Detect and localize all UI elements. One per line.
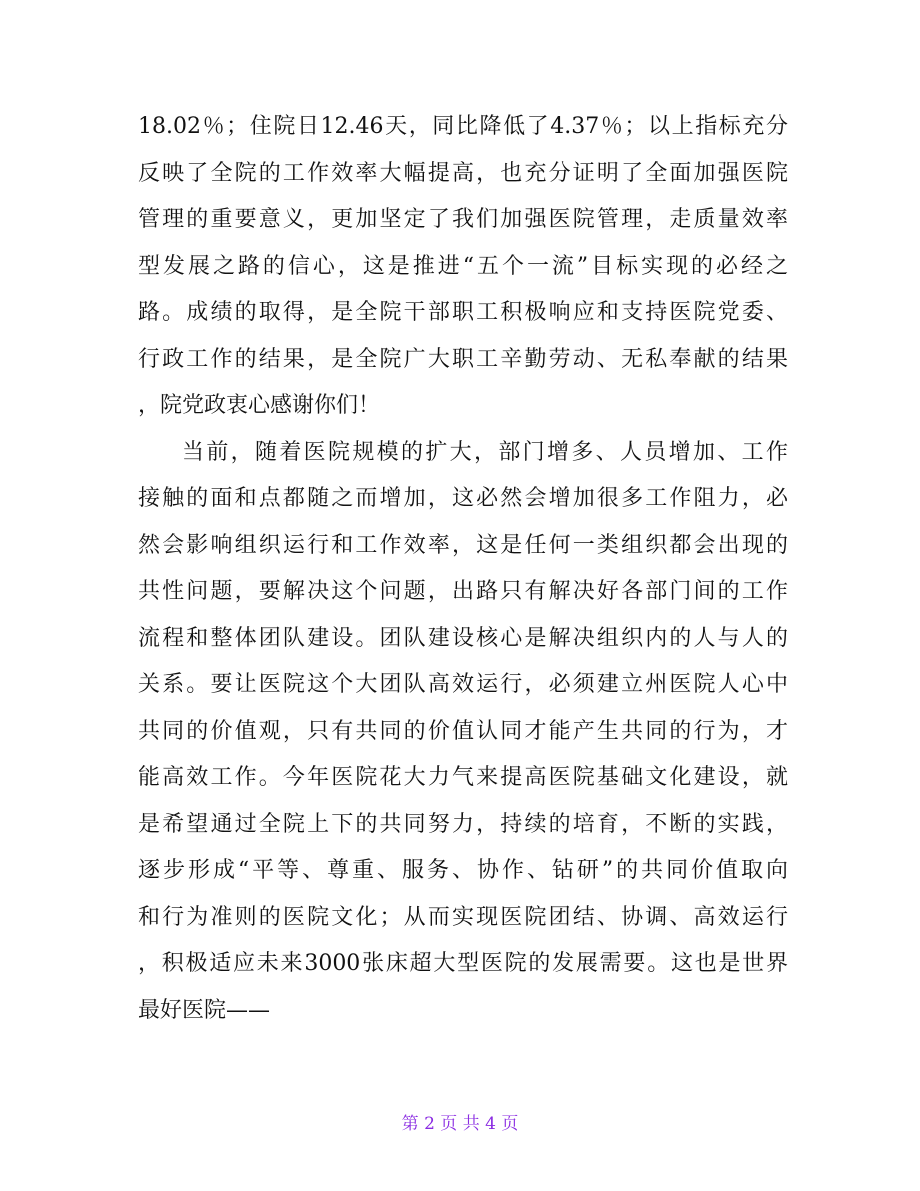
text-line: 型发展之路的信心，这是推进“五个一流”目标实现的必经之 xyxy=(138,253,788,279)
text-line: 18.02％；住院日12.46天，同比降低了4.37％；以上指标充分 xyxy=(138,114,788,139)
text-line: 是希望通过全院上下的共同努力，持续的培育，不断的实践， xyxy=(138,811,788,837)
text-line: 关系。要让医院这个大团队高效运行，必须建立州医院人心中 xyxy=(138,672,788,697)
text-line: ，院党政衷心感谢你们！ xyxy=(138,393,381,418)
text-line: 当前，随着医院规模的扩大，部门增多、人员增加、工作 xyxy=(182,439,788,465)
text-line: 能高效工作。今年医院花大力气来提高医院基础文化建设，就 xyxy=(138,765,788,790)
text-line: 逐步形成“平等、尊重、服务、协作、钻研”的共同价值取向 xyxy=(138,858,788,883)
text-line: 最好医院—— xyxy=(138,997,271,1023)
text-line: 和行为准则的医院文化；从而实现医院团结、协调、高效运行 xyxy=(138,904,788,930)
text-line: 接触的面和点都随之而增加，这必然会增加很多工作阻力，必 xyxy=(138,486,788,511)
text-line: 行政工作的结果，是全院广大职工辛勤劳动、无私奉献的结果 xyxy=(138,346,788,372)
paragraph-2 xyxy=(138,430,788,1035)
document-body xyxy=(138,104,788,1034)
text-line: 共同的价值观，只有共同的价值认同才能产生共同的行为，才 xyxy=(138,718,788,744)
text-line: ，积极适应未来3000张床超大型医院的发展需要。这也是世界 xyxy=(138,951,788,976)
text-line: 反映了全院的工作效率大幅提高，也充分证明了全面加强医院 xyxy=(138,160,788,186)
text-line: 然会影响组织运行和工作效率，这是任何一类组织都会出现的 xyxy=(138,532,788,558)
page-number-footer: 第 2 页 共 4 页 xyxy=(401,1114,519,1134)
text-line: 共性问题，要解决这个问题，出路只有解决好各部门间的工作 xyxy=(138,579,788,604)
text-line: 管理的重要意义，更加坚定了我们加强医院管理，走质量效率 xyxy=(138,207,788,232)
text-line: 路。成绩的取得，是全院干部职工积极响应和支持医院党委、 xyxy=(138,300,788,325)
paragraph-1 xyxy=(138,104,788,430)
text-line: 流程和整体团队建设。团队建设核心是解决组织内的人与人的 xyxy=(138,625,788,651)
